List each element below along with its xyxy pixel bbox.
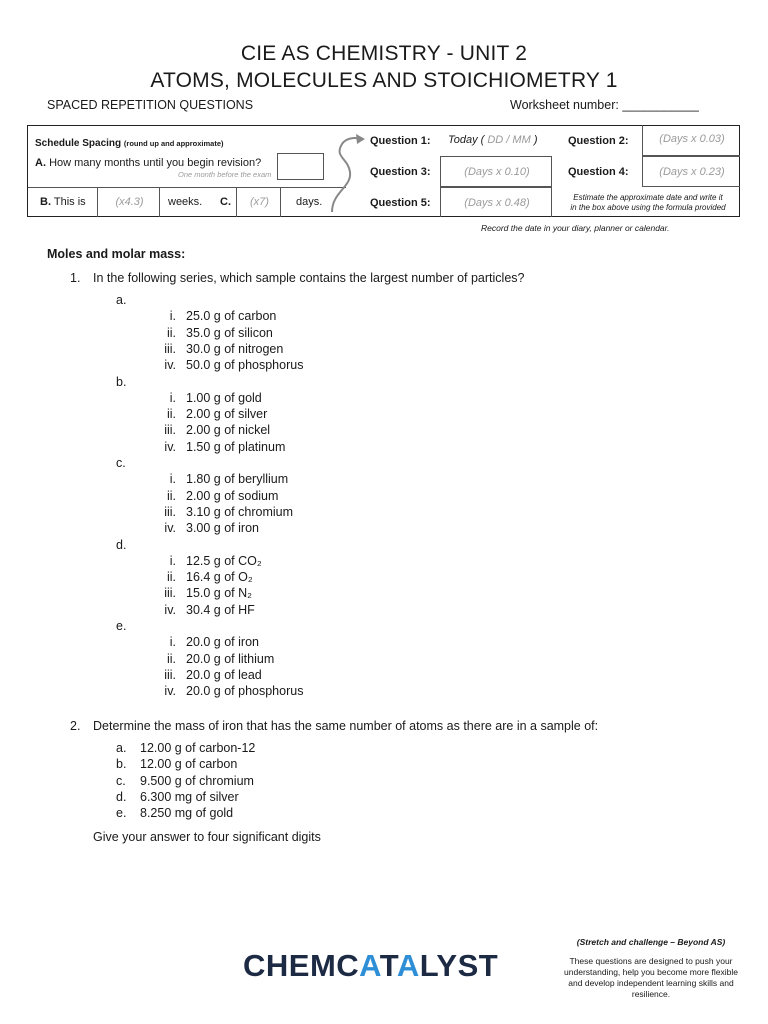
list-item: 1.80 g of beryllium [186, 472, 289, 487]
question2-label: Question 2: [568, 135, 629, 147]
question1-group-letter: a. [116, 293, 127, 307]
roman-numeral: iii. [164, 586, 176, 601]
weeks-input-box[interactable]: (x4.3) [97, 187, 160, 217]
list-item: 30.4 g of HF [186, 602, 255, 617]
list-item: 8.250 mg of gold [140, 806, 234, 821]
list-item: 9.500 g of chromium [140, 773, 254, 788]
list-item: 30.0 g of nitrogen [186, 341, 284, 356]
list-item: 2.00 g of nickel [186, 423, 271, 438]
question1-group-letter: b. [116, 374, 127, 389]
question2-item-letter: a. [116, 741, 127, 755]
list-item: 50.0 g of phosphorus [186, 358, 304, 373]
page-subtitle: ATOMS, MOLECULES AND STOICHIOMETRY 1 [150, 69, 618, 92]
question2-text: Determine the mass of iron that has the same number of atoms as there are in a sample of: [93, 719, 599, 733]
days-letter: C. [220, 196, 231, 208]
question1-group-letter: e. [116, 619, 127, 633]
stretch-challenge-description: These questions are designed to push your understanding, help you become more flexible and develop independent learning skills and resilience. [564, 956, 738, 999]
curved-arrow-icon [328, 132, 368, 216]
months-question: A. How many months until you begin revision? [35, 157, 262, 169]
days-unit: days. [296, 196, 323, 208]
months-hint: One month before the exam [178, 170, 272, 179]
spaced-repetition-label: SPACED REPETITION QUESTIONS [47, 98, 254, 112]
question1-text: In the following series, which sample contains the largest number of particles? [93, 271, 525, 285]
question2-number: 2. [70, 719, 81, 733]
list-item: 35.0 g of silicon [186, 325, 273, 340]
roman-numeral: iv. [164, 684, 176, 699]
question3-box[interactable]: (Days x 0.10) [440, 156, 552, 187]
schedule-spacing-box [27, 125, 740, 217]
question2-item-letter: b. [116, 757, 127, 772]
question1-label: Question 1: [370, 135, 431, 147]
list-item: 20.0 g of phosphorus [186, 684, 304, 699]
roman-numeral: ii. [166, 325, 176, 340]
roman-numeral: iii. [164, 667, 176, 682]
question1-number: 1. [70, 271, 81, 285]
list-item: 20.0 g of lead [186, 667, 262, 682]
list-item: 6.300 mg of silver [140, 789, 239, 804]
weeks-label: B. This is [40, 196, 86, 208]
roman-numeral: iv. [164, 521, 176, 536]
question4-label: Question 4: [568, 166, 629, 178]
list-item: 20.0 g of iron [186, 635, 259, 650]
question2-box[interactable]: (Days x 0.03) [642, 125, 740, 156]
question4-box[interactable]: (Days x 0.23) [642, 156, 740, 187]
list-item: 1.50 g of platinum [186, 439, 286, 454]
roman-numeral: iii. [164, 423, 176, 438]
roman-numeral: ii. [166, 651, 176, 666]
record-note: Record the date in your diary, planner or calendar. [481, 223, 670, 233]
divider-line [28, 187, 346, 188]
list-item: 2.00 g of sodium [186, 488, 279, 503]
list-item: 25.0 g of carbon [186, 309, 277, 324]
page-title: CIE AS CHEMISTRY - UNIT 2 [240, 42, 528, 65]
roman-numeral: iii. [164, 504, 176, 519]
question2-item-letter: e. [116, 806, 127, 821]
roman-numeral: ii. [166, 407, 176, 422]
roman-numeral: i. [169, 635, 176, 650]
roman-numeral: i. [169, 390, 176, 405]
stretch-challenge-title: (Stretch and challenge – Beyond AS) [576, 937, 726, 947]
worksheet-number-label: Worksheet number: ___________ [510, 98, 699, 112]
roman-numeral: ii. [166, 570, 176, 585]
question1-group-letter: c. [116, 456, 126, 470]
list-item: 20.0 g of lithium [186, 651, 275, 666]
list-item: 3.10 g of chromium [186, 504, 293, 519]
question3-label: Question 3: [370, 166, 431, 178]
weeks-unit: weeks. [168, 196, 203, 208]
list-item: 12.5 g of CO₂ [186, 553, 262, 568]
question2-note: Give your answer to four significant digits [93, 830, 321, 844]
chemcatalyst-logo: CHEMCATALYST [243, 948, 499, 983]
roman-numeral: iv. [164, 602, 176, 617]
months-input-box[interactable] [277, 153, 324, 180]
question1-group-letter: d. [116, 537, 127, 552]
list-item: 12.00 g of carbon [140, 757, 238, 772]
list-item: 16.4 g of O₂ [186, 570, 253, 585]
roman-numeral: ii. [166, 488, 176, 503]
question1-date: Today ( DD / MM ) [448, 134, 538, 146]
list-item: 2.00 g of silver [186, 407, 268, 422]
roman-numeral: iv. [164, 358, 176, 373]
roman-numeral: i. [169, 553, 176, 568]
section-title: Moles and molar mass: [47, 247, 186, 261]
list-item: 12.00 g of carbon-12 [140, 741, 256, 755]
list-item: 3.00 g of iron [186, 521, 259, 536]
roman-numeral: i. [169, 309, 176, 324]
estimate-note: Estimate the approximate date and write it in the box above using the formula provided [570, 193, 726, 212]
question2-item-letter: d. [116, 789, 127, 804]
roman-numeral: iii. [164, 341, 176, 356]
list-item: 15.0 g of N₂ [186, 586, 253, 601]
question5-label: Question 5: [370, 197, 431, 209]
roman-numeral: i. [169, 472, 176, 487]
question5-box[interactable]: (Days x 0.48) [440, 187, 552, 217]
question2-item-letter: c. [116, 773, 126, 788]
schedule-title: Schedule Spacing (round up and approximate) [35, 138, 224, 149]
list-item: 1.00 g of gold [186, 390, 262, 405]
roman-numeral: iv. [164, 439, 176, 454]
days-input-box[interactable]: (x7) [236, 187, 281, 217]
